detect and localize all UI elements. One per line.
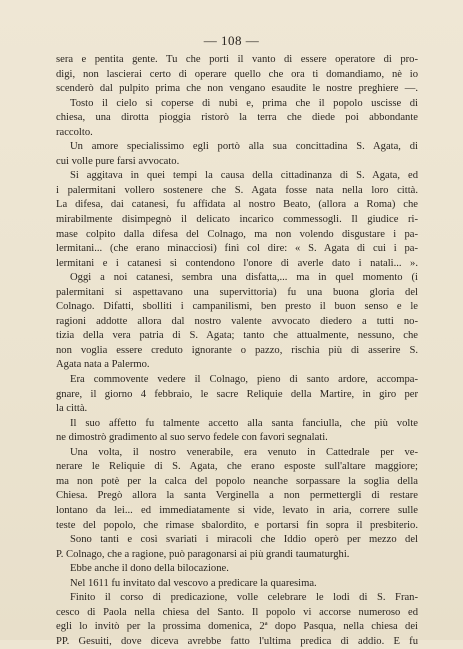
text-line: Colnago. Difatti, sbolliti i campanilismi, ben presto il buon senso e le — [56, 301, 418, 313]
text-line: Agata nata a Palermo. — [56, 359, 150, 371]
text-line: chiesa, una dirotta pioggia ristorò la terra che diede poi abbondante — [56, 112, 418, 124]
text-line: cesco di Paola nella chiesa del Santo. Il popolo vi accorse numeroso ed — [56, 606, 418, 618]
text-line: La difesa, dai catanesi, fu affidata al nostro Beato, (allora a Roma) che — [56, 199, 418, 211]
text-line: Ebbe anche il dono della bilocazione. — [70, 563, 229, 575]
text-line: Una volta, il nostro venerabile, era venuto in Cattedrale per ve- — [70, 446, 418, 458]
text-line: i palermitani vollero sostenere che S. Agata fosse nata nella loro città. — [56, 184, 418, 196]
text-line: gnare, il giorno 4 febbraio, le sacre Reliquie della Martire, in giro per — [56, 388, 418, 400]
text-line: nerare le Reliquie di S. Agata, che erano esposte sull'altare maggiore; — [56, 461, 418, 473]
text-line: lontano da lei... ed immediatamente si vide, levato in aria, correre sulle — [56, 504, 418, 516]
text-line: sera e pentita gente. Tu che porti il vanto di essere operatore di pro- — [56, 54, 418, 65]
page-number: — 108 — — [203, 33, 260, 48]
text-line: mase colpito dalla difesa del Colnago, ma non volendo disgustare i pa- — [56, 228, 418, 240]
text-line: ragioni addotte allora dal nostro valente avvocato diedero a tutti no- — [56, 315, 418, 327]
text-line: Oggi a noi catanesi, sembra una disfatta,... ma in quel momento (i — [70, 272, 418, 284]
text-line: ne dimostrò gradimento al suo servo fedele con favori segnalati. — [56, 432, 328, 444]
text-line: palermitani si aspettavano una supervittoria) fu una buona gloria del — [56, 286, 418, 298]
text-line: lermitani e i catanesi si contendono l'onore di averle dato i natali... ». — [56, 257, 418, 269]
body-text — [56, 53, 418, 649]
text-line: Si aggitava in quei tempi la causa della cittadinanza di S. Agata, ed — [70, 170, 418, 182]
text-line: PP. Gesuiti, dove diceva avrebbe fatto l'ultima predica di addio. E fu — [56, 635, 418, 647]
text-line: Un amore specialissimo egli portò alla sua concittadina S. Agata, di — [70, 141, 418, 153]
text-line: Sono tanti e così svariati i miracoli che Iddio operò per mezzo del — [70, 534, 418, 546]
text-line: Il suo affetto fu talmente accetto alla santa fanciulla, che più volte — [70, 417, 418, 429]
text-line: Chiesa. Pregò allora la santa Verginella a non permettergli di restare — [56, 490, 418, 502]
text-line: lermitani... (che erano minacciosi) finì col dire: « S. Agata di cui i pa- — [56, 243, 418, 255]
text-line: egli lo invitò per la prossima domenica, 2ª dopo Pasqua, nella chiesa dei — [56, 621, 418, 633]
text-line: P. Colnago, che a ragione, può paragonarsi ai più grandi taumaturghi. — [56, 548, 350, 560]
text-line: digi, non lascierai certo di operare quello che ora ti domandiamo, nè io — [56, 68, 418, 80]
text-line: Era commovente vedere il Colnago, pieno di santo ardore, accompa- — [70, 374, 418, 386]
text-line: mirabilmente disimpegnò il delicato incarico commessogli. Il giudice ri- — [56, 214, 418, 226]
text-line: raccolto. — [56, 126, 93, 138]
text-line: tizia della vera patria di S. Agata; tanto che attualmente, nessuno, che — [56, 330, 418, 342]
text-line: scenderò dal pulpito prima che non vengano esaudite le nostre preghiere —. — [56, 83, 418, 95]
text-line: teste del popolo, che rimase sbalordito, e portarsi fin sopra il presbiterio. — [56, 519, 418, 531]
text-line: Tosto il cielo si coperse di nubi e, prima che il popolo uscisse di — [70, 97, 418, 109]
text-line: Nel 1611 fu invitato dal vescovo a predicare la quaresima. — [70, 577, 317, 589]
text-line: ma non potè per la calca del popolo neanche sorpassare la soglia della — [56, 475, 418, 487]
text-line: la città. — [56, 403, 88, 415]
text-line: cui volle pure farsi avvocato. — [56, 155, 180, 167]
text-line: non voglia essere creduto ignorante o pazzo, rischia più di asserire S. — [56, 344, 418, 356]
text-line: Finito il corso di predicazione, volle celebrare le lodi di S. Fran- — [70, 592, 418, 604]
